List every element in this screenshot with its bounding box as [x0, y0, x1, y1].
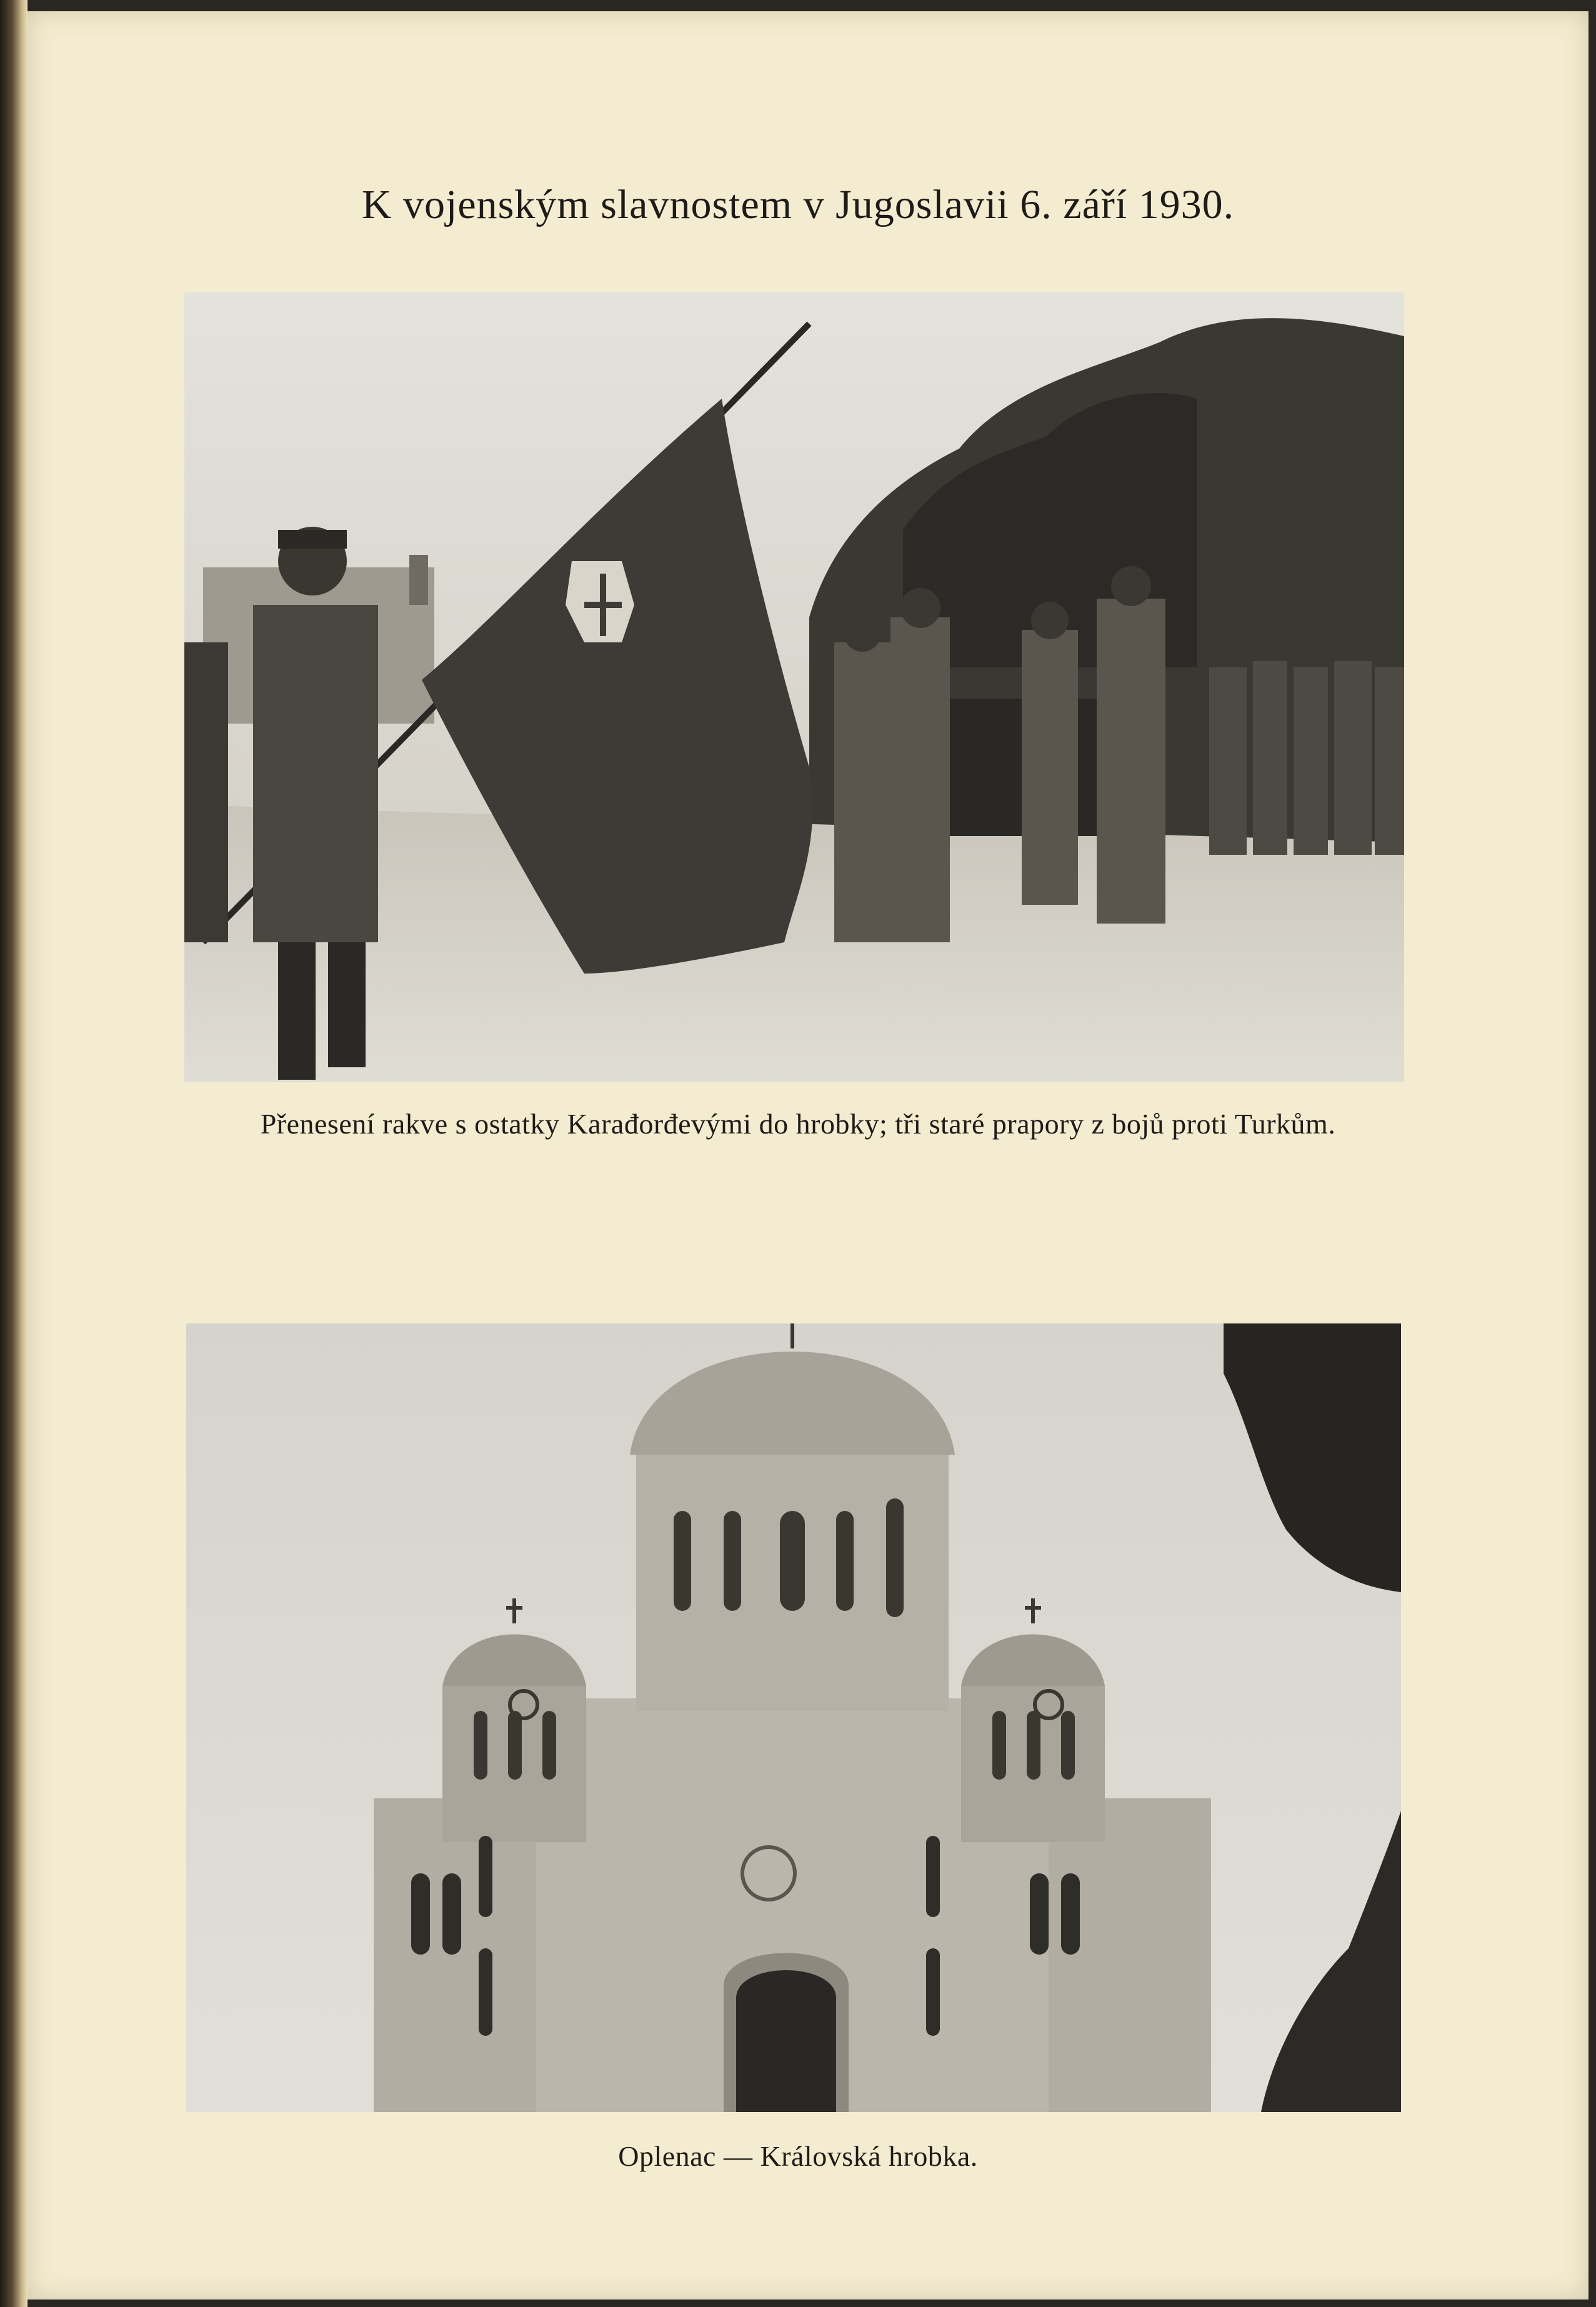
figure-caption-procession: Přenesení rakve s ostatky Karađorđevými do hrobky; tři staré prapory z bojů proti Turkům. — [260, 1108, 1336, 1140]
page-title: K vojenským slavnostem v Jugoslavii 6. září 1930. — [361, 182, 1235, 227]
photo-oplenac-church — [186, 1323, 1401, 2112]
book-spine — [0, 0, 27, 2307]
figure-caption-oplenac: Oplenac — Královská hrobka. — [618, 2140, 978, 2172]
photo-procession — [184, 292, 1404, 1082]
